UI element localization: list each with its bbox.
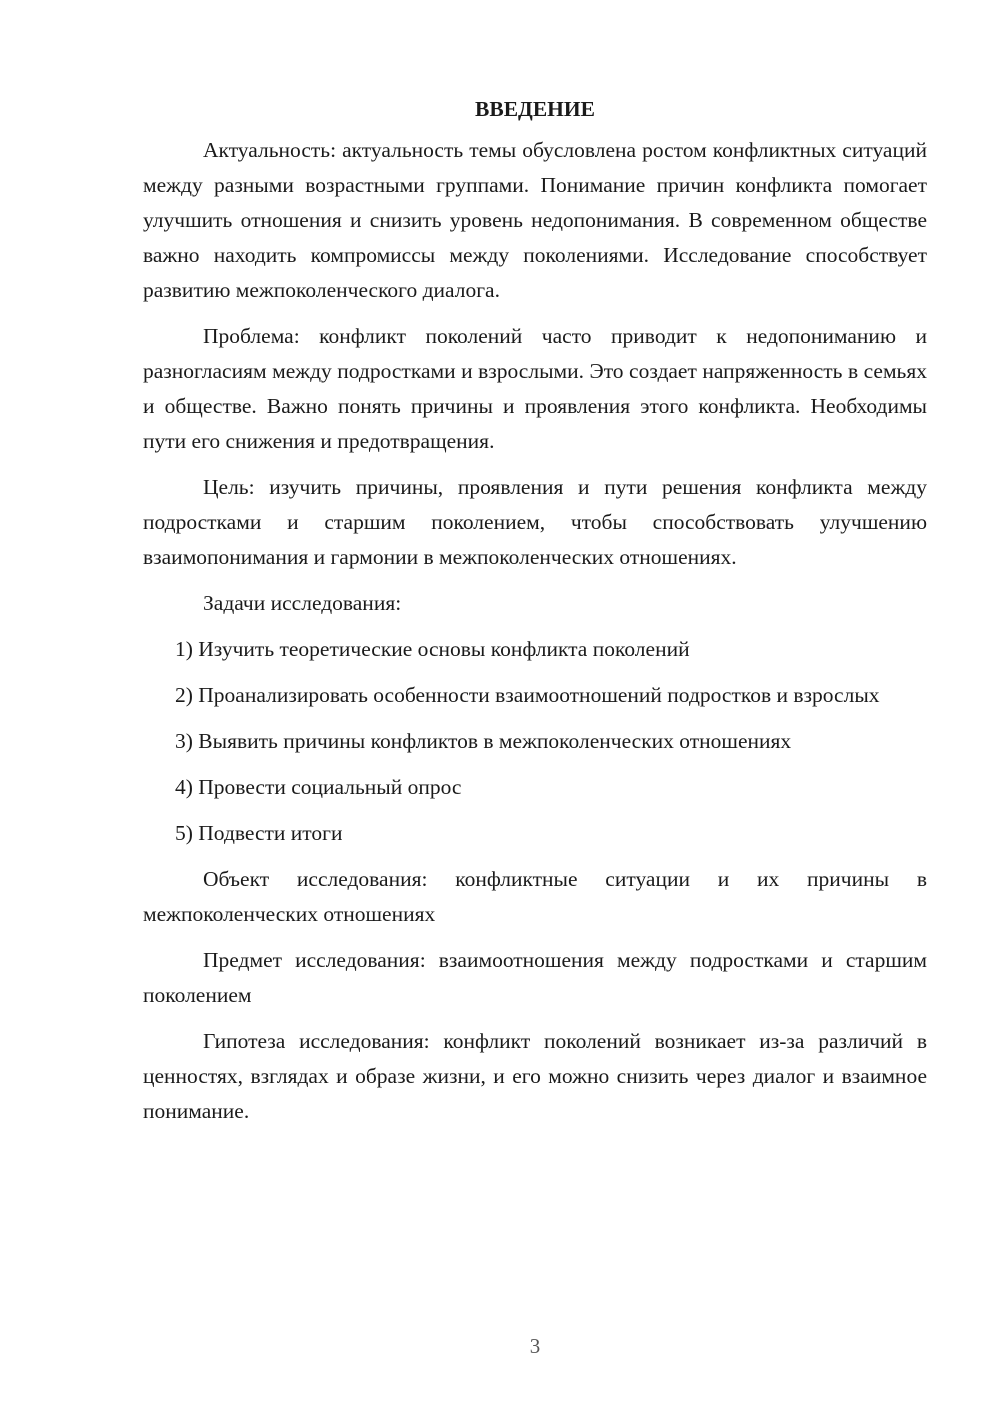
task-item-4: 4) Провести социальный опрос [175,775,462,799]
problem-paragraph: Проблема: конфликт поколений часто приводит к недопониманию и разногласиям между подростками и взрослыми. Это создает напряженность в семьях и обществе. Важно понять причины и проявления этого конфликта. Необходимы пути его снижения и предотвращения. [143,324,927,453]
tasks-list [143,632,927,851]
object-paragraph: Объект исследования: конфликтные ситуации и их причины в межпоколенческих отношениях [143,867,927,926]
relevance-paragraph: Актуальность: актуальность темы обусловлена ростом конфликтных ситуаций между разными возрастными группами. Понимание причин конфликта помогает улучшить отношения и снизить уровень недопонимания. В современном обществе важно находить компромиссы между поколениями. Исследование способствует развитию межпоколенческого диалога. [143,138,927,302]
tasks-heading: Задачи исследования: [203,591,402,615]
page-number: 3 [529,1334,541,1358]
task-item-2: 2) Проанализировать особенности взаимоотношений подростков и взрослых [175,683,880,707]
hypothesis-paragraph: Гипотеза исследования: конфликт поколений возникает из-за различий в ценностях, взглядах и образе жизни, и его можно снизить через диалог и взаимное понимание. [143,1029,927,1123]
document-title: ВВЕДЕНИЕ [475,97,595,121]
goal-paragraph: Цель: изучить причины, проявления и пути решения конфликта между подростками и старшим поколением, чтобы способствовать улучшению взаимопонимания и гармонии в межпоколенческих отношениях. [143,475,927,569]
task-item-3: 3) Выявить причины конфликтов в межпоколенческих отношениях [175,729,792,753]
subject-paragraph: Предмет исследования: взаимоотношения между подростками и старшим поколением [143,948,927,1007]
task-item-1: 1) Изучить теоретические основы конфликта поколений [175,637,690,661]
task-item-5: 5) Подвести итоги [175,821,343,845]
document-body [143,92,927,1140]
